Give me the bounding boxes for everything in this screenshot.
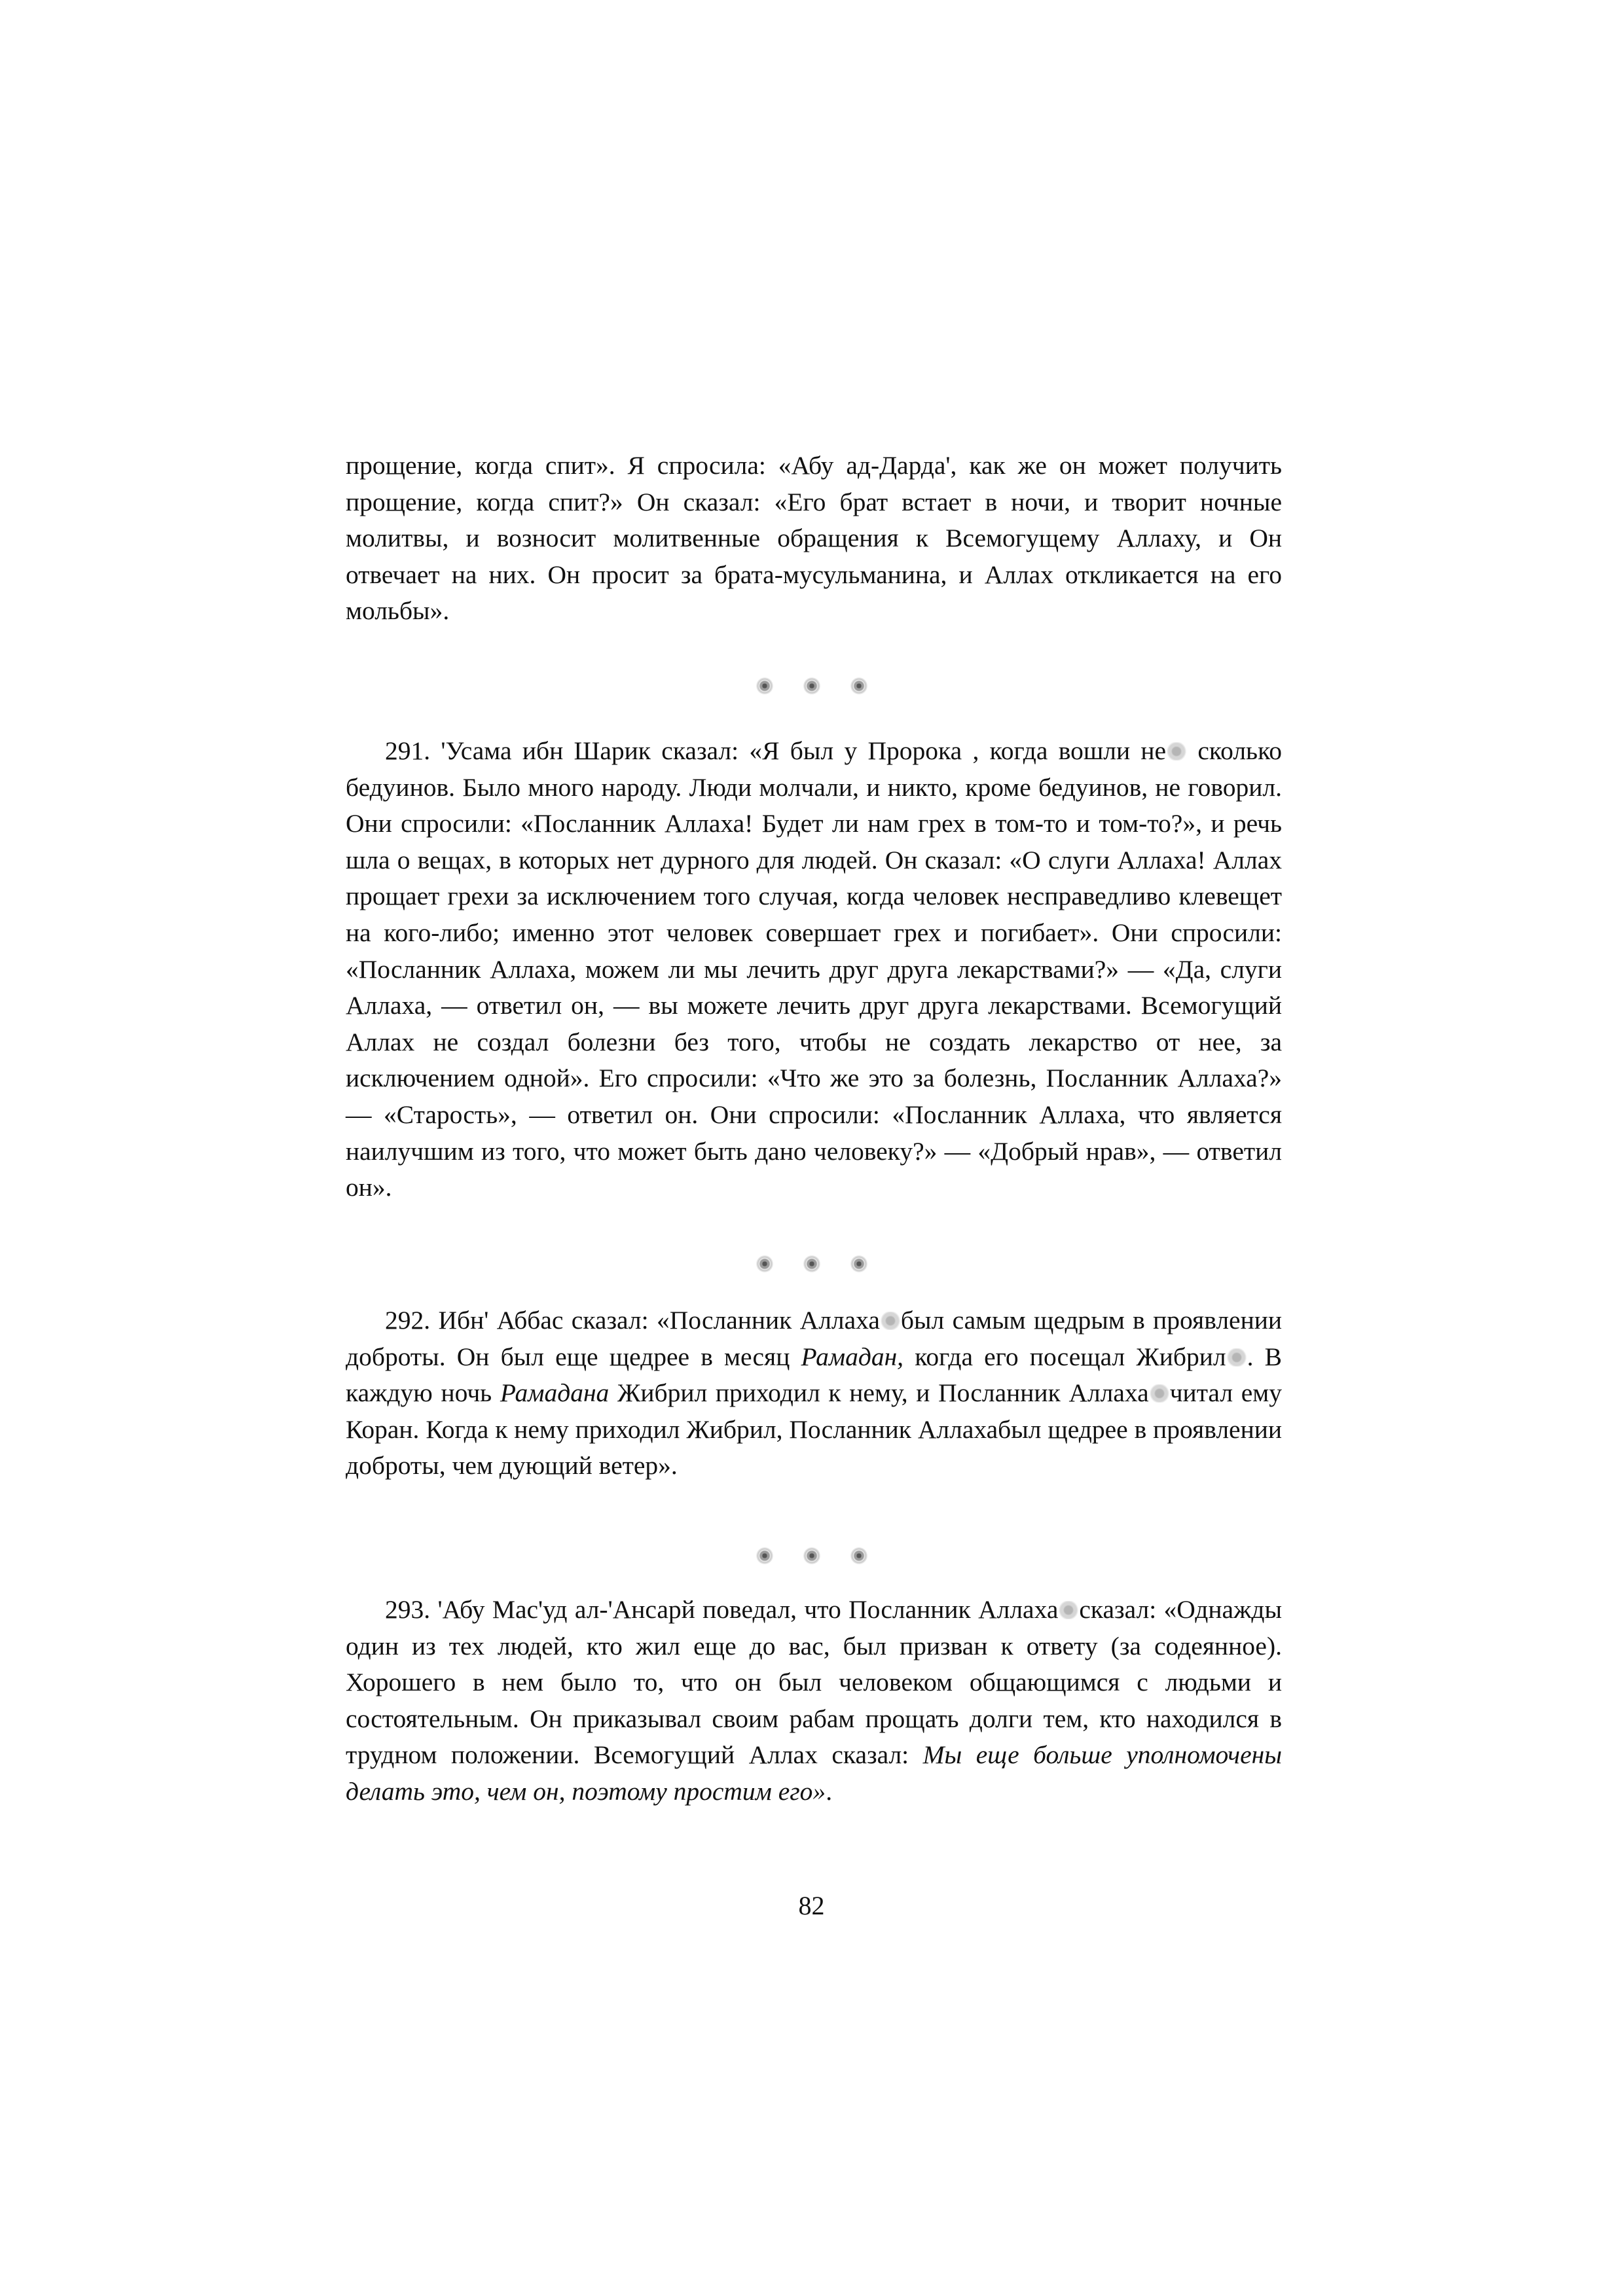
hadith-291-text <box>346 733 1282 1206</box>
hadith-292-text <box>346 1302 1282 1484</box>
hadith-292-part2: был самым щедрым в проявлении доброты. Он был еще щедрее в месяц <box>346 1306 1282 1371</box>
intro-paragraph <box>346 448 1282 630</box>
ornament-star-icon <box>850 677 867 694</box>
honorific-icon <box>1059 1601 1078 1619</box>
section-separator <box>0 1255 1623 1272</box>
hadith-292-part5: Жибрил приходил к нему, и Посланник Аллаха <box>609 1378 1149 1408</box>
section-separator <box>0 1547 1623 1564</box>
hadith-292-part1: 292. Ибн' Аббас сказал: «Посланник Аллаха <box>385 1306 880 1335</box>
hadith-291-part1: 291. 'Усама ибн Шарик сказал: «Я был у Пророка , когда вошли не <box>385 736 1167 765</box>
honorific-icon <box>881 1312 900 1330</box>
ornament-star-icon <box>850 1255 867 1272</box>
ornament-star-icon <box>756 677 773 694</box>
ornament-star-icon <box>803 1547 820 1564</box>
ornament-star-icon <box>850 1547 867 1564</box>
honorific-icon <box>1150 1384 1169 1403</box>
honorific-icon <box>1167 742 1186 761</box>
page-number: 82 <box>798 1891 825 1920</box>
hadith-293-part2: сказал: «Однажды один из тех людей, кто жил еще до вас, был призван к ответу (за содеянное). Хорошего в нем было то, что он был человеком общающимся с людьми и состоятельным. Он приказывал своим рабам прощать долги тем, кто находился в трудном положении. Всемогущий Аллах сказал: <box>346 1595 1282 1770</box>
hadith-293-italic: Мы еще больше уполномочены делать это, чем он, поэтому простим его» <box>346 1740 1283 1806</box>
ornament-star-icon <box>803 1255 820 1272</box>
hadith-292-part3: когда его посещал Жибрил <box>903 1342 1226 1371</box>
ornament-star-icon <box>756 1547 773 1564</box>
hadith-292-part6: читал ему Коран. Когда к нему приходил Жибрил, Посланник Аллахабыл щедрее в проявлении доброты, чем дующий ветер». <box>346 1378 1282 1480</box>
hadith-292-italic2: Рамадана <box>500 1378 610 1408</box>
section-separator <box>0 677 1623 694</box>
ornament-star-icon <box>803 677 820 694</box>
hadith-292-italic1: Рамадан, <box>801 1342 904 1371</box>
intro-text: прощение, когда спит». Я спросила: «Абу ад-Дарда', как же он может получить прощение, когда спит?» Он сказал: «Его брат встает в ночи, и творит ночные молитвы, и возносит молитвенные обращения к Всемогущему Аллаху, и Он отвечает на них. Он просит за брата-мусульманина, и Аллах откликается на его мольбы». <box>346 451 1282 626</box>
hadith-293-text <box>346 1592 1282 1810</box>
hadith-293-part1: 293. 'Абу Мас'уд ал-'Ансарй поведал, что Посланник Аллаха <box>385 1595 1059 1624</box>
ornament-star-icon <box>756 1255 773 1272</box>
hadith-291-part2: сколько бедуинов. Было много народу. Люди молчали, и никто, кроме бедуинов, не говорил. Они спросили: «Посланник Аллаха! Будет ли нам грех в том-то и том-то?», и речь шла о вещах, в которых нет дурного для людей. Он сказал: «О слуги Аллаха! Аллах прощает грехи за исключением того случая, когда человек несправедливо клевещет на кого-либо; именно этот человек совершает грех и погибает». Они спросили: «Посланник Аллаха, можем ли мы лечить друг друга лекарствами?» — «Да, слуги Аллаха, — ответил он, — вы можете лечить друг друга лекарствами. Всемогущий Аллах не создал болезни без того, чтобы не создать лекарство от нее, за исключением одной». Его спросили: «Что же это за болезнь, Посланник Аллаха?» — «Старость», — ответил он. Они спросили: «Посланник Аллаха, что является наилучшим из того, что может быть дано человеку?» — «Добрый нрав», — ответил он». <box>346 736 1282 1202</box>
hadith-293 <box>346 1592 1282 1810</box>
hadith-292-part4: . В каждую ночь <box>346 1342 1282 1408</box>
hadith-293-end: . <box>826 1776 833 1806</box>
hadith-291 <box>346 733 1282 1206</box>
hadith-292 <box>346 1302 1282 1484</box>
honorific-icon <box>1227 1348 1247 1367</box>
